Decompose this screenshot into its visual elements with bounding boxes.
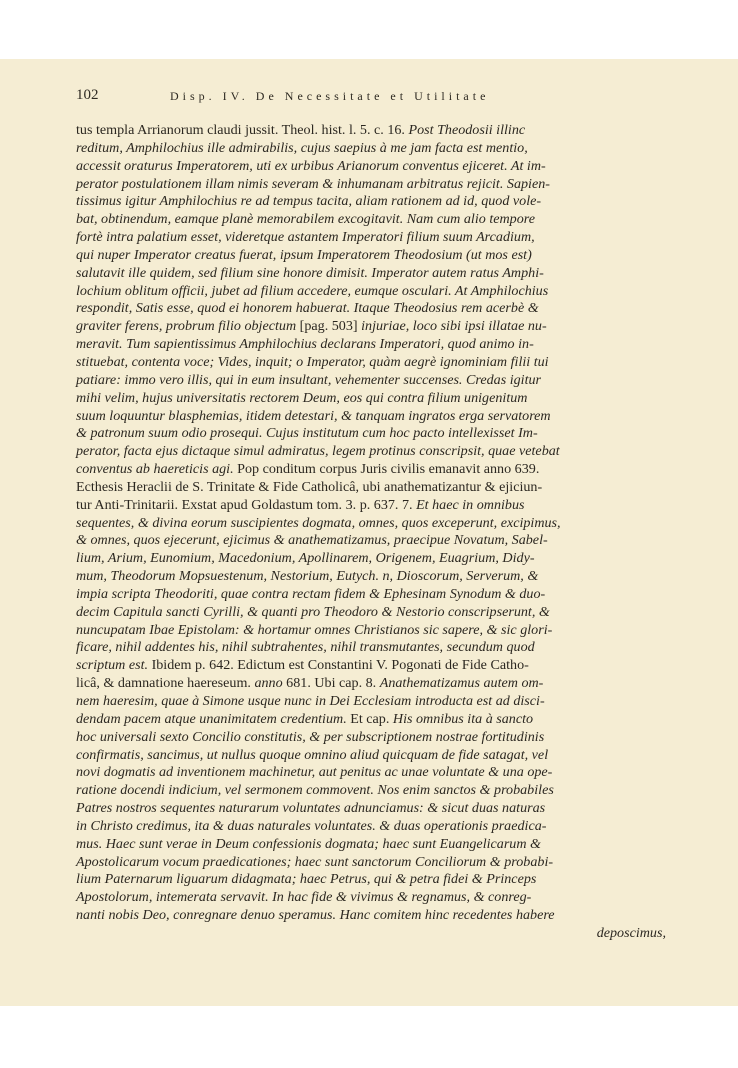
text-line: [76, 300, 666, 318]
text-line: [76, 515, 666, 533]
text-line: [76, 193, 666, 211]
italic-text: in Christo credimus, ita & duas naturales voluntates. & duas operationis praedica-: [76, 817, 547, 834]
italic-text: anno: [254, 675, 287, 692]
text-line: [76, 836, 666, 854]
book-page: [0, 59, 738, 1006]
italic-text: reditum, Amphilochius ille admirabilis, cujus saepius à me jam facta est mentio,: [76, 139, 528, 156]
text-line: [76, 408, 666, 426]
text-line: [76, 461, 666, 479]
page-number: 102: [76, 87, 99, 103]
text-line: [76, 318, 666, 336]
italic-text: decim Capitula sancti Cyrilli, & quanti pro Theodoro & Nestorio conscripserunt, &: [76, 603, 550, 620]
page-header: [76, 87, 666, 107]
italic-text: patiare: immo vero illis, qui in eum insultant, vehementer succenses. Credas igitur: [76, 371, 542, 388]
text-line: [76, 532, 666, 550]
italic-text: salutavit ille quidem, sed filium sine honore dimisit. Imperator autem ratus Amphi-: [76, 264, 544, 281]
italic-text: injuriae, loco sibi ipsi illatae nu-: [361, 318, 547, 335]
text-line: [76, 479, 666, 497]
italic-text: nem haeresim, quae à Simone usque nunc in Dei Ecclesiam introducta est ad disci-: [76, 693, 545, 709]
text-line: [76, 657, 666, 675]
body-text: [76, 122, 666, 943]
italic-text: Apostolicarum vocum praedicationes; haec sunt sanctorum Conciliorum & probabi-: [76, 853, 554, 870]
italic-text: mum, Theodorum Mopsuestenum, Nestorium, Eutych. n, Dioscorum, Serverum, &: [76, 568, 539, 585]
italic-text: Apostolorum, intemerata servavit. In hac fide & vivimus & regnamus, & conreg-: [76, 889, 532, 906]
roman-text: licâ, & damnatione haereseum.: [76, 675, 255, 692]
text-line: [76, 229, 666, 247]
italic-text: fortè intra palatium esset, videretque astantem Imperatori filium suum Arcadium,: [76, 229, 535, 246]
italic-text: nuncupatam Ibae Epistolam: & hortamur omnes Christianos sic sapere, & sic glori-: [76, 621, 553, 638]
italic-text: qui nuper Imperator creatus fuerat, ipsum Imperatorem Theodosium (ut mos est): [76, 246, 532, 263]
italic-text: scriptum est.: [76, 657, 152, 674]
text-line: [76, 265, 666, 283]
italic-text: perator postulationem illam nimis severam & inhumanam arbitratus rejicit. Sapien-: [76, 175, 550, 192]
italic-text: lochium oblitum officii, jubet ad filium accedere, eumque osculari. At Amphilochius: [76, 282, 549, 299]
italic-text: accessit oraturus Imperatorem, uti ex urbibus Arianorum conventus ejiceret. At im-: [76, 157, 546, 174]
text-line: [76, 176, 666, 194]
italic-text: Anathematizamus autem om-: [379, 675, 544, 692]
text-line: [76, 372, 666, 390]
italic-text: respondit, Satis esse, quod ei honorem habuerat. Itaque Theodosius rem acerbè &: [76, 300, 539, 317]
text-line: [76, 907, 666, 925]
italic-text: confirmatis, sancimus, ut nullus quoque omnino aliud quicquam de fide satagat, vel: [76, 746, 549, 763]
italic-text: tissimus igitur Amphilochius re ad tempus tacita, aliam rationem ad id, quod vole-: [76, 193, 542, 210]
text-line: [76, 675, 666, 693]
text-line: [76, 729, 666, 747]
italic-text: mihi velim, hujus universitatis rectorem Deum, eos qui contra filium unigenitum: [76, 389, 528, 406]
text-line: [76, 854, 666, 872]
roman-text: tur Anti-Trinitarii. Exstat apud Goldastum tom. 3. p. 637. 7.: [76, 496, 417, 513]
text-line: [76, 782, 666, 800]
text-line: [76, 622, 666, 640]
text-line: [76, 711, 666, 729]
italic-text: & patronum suum odio prosequi. Cujus institutum cum hoc pacto intellexisset Im-: [76, 425, 538, 442]
text-line: [76, 425, 666, 443]
roman-text: tus templa Arrianorum claudi jussit. Theol. hist. l. 5. c. 16.: [76, 122, 409, 138]
text-line: [76, 639, 666, 657]
text-line: [76, 283, 666, 301]
italic-text: conventus ab haereticis agi.: [76, 461, 238, 478]
roman-text: Et cap.: [350, 710, 393, 727]
roman-text: [pag. 503]: [299, 318, 362, 335]
italic-text: Post Theodosii illinc: [408, 122, 526, 138]
text-line: [76, 586, 666, 604]
text-line: [76, 889, 666, 907]
text-line: [76, 818, 666, 836]
italic-text: hoc universali sexto Concilio constitutis, & per subscriptionem nostrae fortitudinis: [76, 728, 545, 745]
text-line: [76, 390, 666, 408]
text-line: [76, 158, 666, 176]
roman-text: Pop conditum corpus Juris civilis emanavit anno 639.: [237, 461, 540, 478]
text-line: [76, 800, 666, 818]
text-line: [76, 871, 666, 889]
text-line: [76, 354, 666, 372]
italic-text: ratione docendi indicium, vel sermonem commovent. Nos enim sanctos & probabiles: [76, 782, 554, 799]
text-line: [76, 747, 666, 765]
italic-text: perator, facta ejus dictaque simul admiratus, legem protinus conscripsit, quae vetebat: [76, 443, 560, 460]
italic-text: lium, Arium, Eunomium, Macedonium, Apollinarem, Origenem, Euagrium, Didy-: [76, 550, 535, 567]
italic-text: suum loquuntur blasphemias, itidem detestari, & tanquam ingratos erga servatorem: [76, 407, 551, 424]
italic-text: stituebat, contenta voce; Vides, inquit; o Imperator, quàm aegrè ignominiam filii tui: [76, 353, 549, 370]
text-line: [76, 550, 666, 568]
running-title: Disp. IV. De Necessitate et Utilitate: [170, 89, 490, 103]
italic-text: Et haec in omnibus: [416, 496, 525, 513]
text-line: [76, 693, 666, 711]
italic-text: mus. Haec sunt verae in Deum confessionis dogmata; haec sunt Euangelicarum &: [76, 835, 542, 852]
italic-text: Patres nostros sequentes naturarum voluntates adnunciamus: & sicut duas naturas: [76, 800, 546, 817]
italic-text: graviter ferens, probrum filio objectum: [76, 318, 300, 335]
italic-text: impia scripta Theodoriti, quae contra rectam fidem & Ephesinam Synodum & duo-: [76, 585, 546, 602]
text-line: [76, 568, 666, 586]
italic-text: ficare, nihil addentes his, nihil subtrahentes, nihil transmutantes, secundum quod: [76, 639, 535, 656]
italic-text: nanti nobis Deo, conregnare denuo speramus. Hanc comitem hinc recedentes habere: [76, 907, 555, 924]
roman-text: 681. Ubi cap. 8.: [286, 675, 380, 692]
italic-text: His omnibus ita à sancto: [392, 710, 534, 727]
roman-text: Ecthesis Heraclii de S. Trinitate & Fide Catholicâ, ubi anathematizantur & ejiciun-: [76, 478, 543, 495]
italic-text: novi dogmatis ad inventionem machinetur, aut penitus ac unae voluntate & una ope-: [76, 764, 553, 781]
text-line: [76, 336, 666, 354]
text-line: [76, 604, 666, 622]
italic-text: meravit. Tum sapientissimus Amphilochius declarans Imperatori, quod animo in-: [76, 336, 534, 353]
text-line: [76, 764, 666, 782]
italic-text: lium Paternarum liguarum didagmata; haec Petrus, qui & petra fidei & Princeps: [76, 871, 537, 888]
roman-text: Ibidem p. 642. Edictum est Constantini V. Pogonati de Fide Catho-: [151, 657, 529, 674]
text-line: [76, 443, 666, 461]
text-line: [76, 122, 666, 140]
text-line: [76, 247, 666, 265]
text-line: [76, 140, 666, 158]
text-line: [76, 925, 666, 943]
italic-text: dendam pacem atque unanimitatem credentium.: [76, 710, 351, 727]
italic-text: deposcimus,: [596, 924, 666, 941]
text-line: [76, 211, 666, 229]
italic-text: & omnes, quos ejecerunt, ejicimus & anathematizamus, praecipue Novatum, Sabel-: [76, 532, 548, 549]
text-line: [76, 497, 666, 515]
italic-text: bat, obtinendum, eamque planè memorabilem excogitavit. Nam cum alio tempore: [76, 211, 535, 228]
italic-text: sequentes, & divina eorum suscipientes dogmata, omnes, quos exceperunt, excipimus,: [76, 514, 561, 531]
